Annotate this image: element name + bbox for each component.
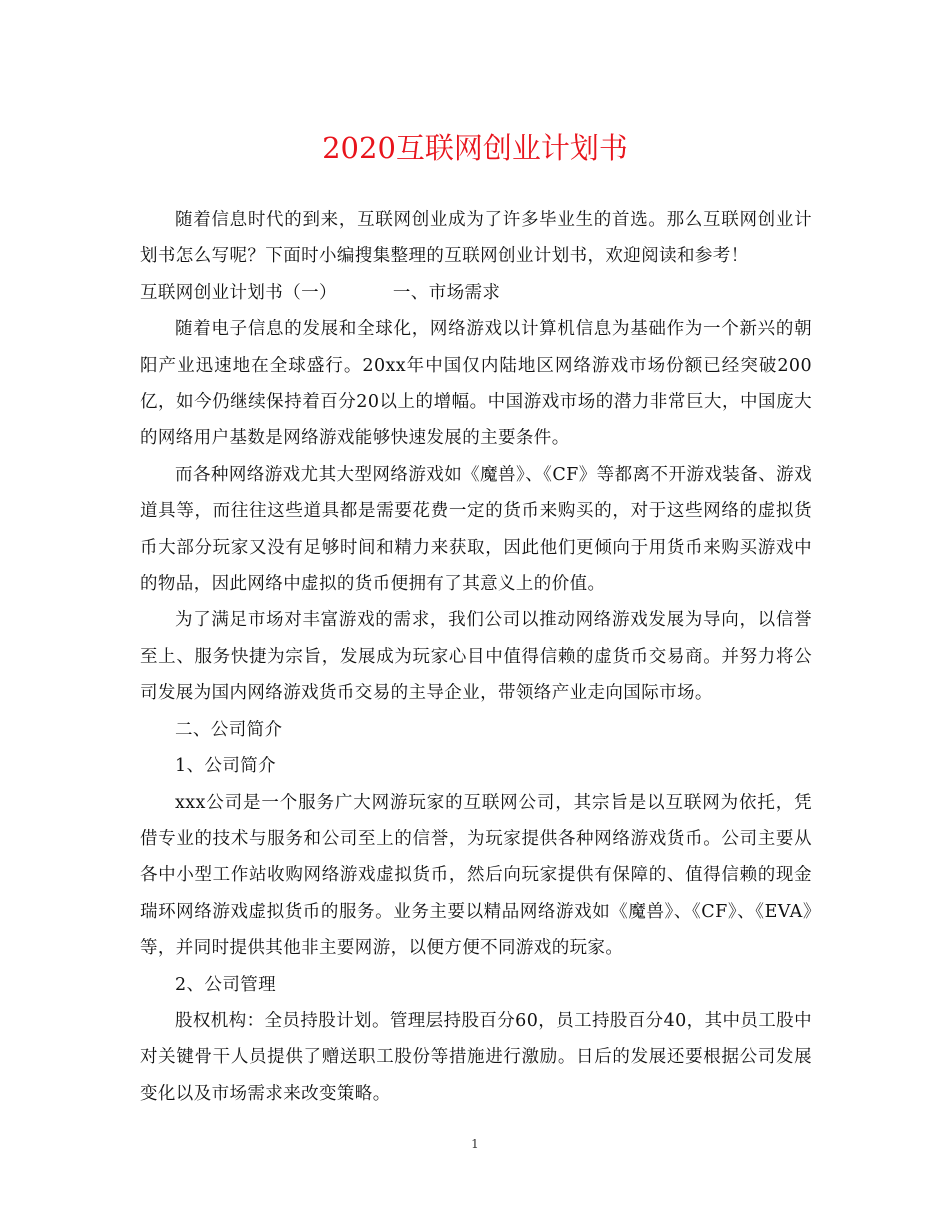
- plan-heading: 互联网创业计划书（一）: [140, 282, 337, 303]
- market-paragraph-2: 而各种网络游戏尤其大型网络游戏如《魔兽》、《CF》等都离不开游戏装备、游戏道具等，而往往这些道具都是需要花费一定的货币来购买的，对于这些网络的虚拟货币大部分玩家又没有足够时间和精力来获取，因此他们更倾向于用货币来购买游戏中的物品，因此网络中虚拟的货币便拥有了其意义上的价值。: [140, 464, 812, 595]
- company-intro-paragraph: xxx公司是一个服务广大网游玩家的互联网公司，其宗旨是以互联网为依托，凭借专业的技术与服务和公司至上的信誉，为玩家提供各种网络游戏货币。公司主要从各中小型工作站收购网络游戏虚拟货币，然后向玩家提供有保障的、值得信赖的现金瑞环网络游戏虚拟货币的服务。业务主要以精品网络游戏如《魔兽》、《CF》、《EVA》等，并同时提供其他非主要网游，以便方便不同游戏的玩家。: [140, 792, 812, 959]
- company-intro-subheading: 1、公司简介: [175, 756, 277, 777]
- section-heading-line: [140, 275, 812, 311]
- market-paragraph-1: 随着电子信息的发展和全球化，网络游戏以计算机信息为基础作为一个新兴的朝阳产业迅速地在全球盛行。20xx年中国仅内陆地区网络游戏市场份额已经突破200亿，如今仍继续保持着百分20以上的增幅。中国游戏市场的潜力非常巨大，中国庞大的网络用户基数是网络游戏能够快速发展的主要条件。: [140, 319, 812, 449]
- document-title: 2020互联网创业计划书: [322, 131, 628, 165]
- intro-paragraph: 随着信息时代的到来，互联网创业成为了许多毕业生的首选。那么互联网创业计划书怎么写呢？下面时小编搜集整理的互联网创业计划书，欢迎阅读和参考！: [140, 210, 812, 267]
- company-management-heading: 2、公司管理: [175, 974, 277, 995]
- page-number: 1: [471, 1137, 479, 1151]
- market-paragraph-3: 为了满足市场对丰富游戏的需求，我们公司以推动网络游戏发展为导向，以信誉至上、服务快捷为宗旨，发展成为玩家心目中值得信赖的虚货币交易商。并努力将公司发展为国内网络游戏货币交易的主导企业，带领络产业走向国际市场。: [140, 610, 812, 704]
- market-demand-heading: 一、市场需求: [392, 282, 501, 303]
- company-management-paragraph: 股权机构：全员持股计划。管理层持股百分60，员工持股百分40，其中员工股中对关键骨干人员提供了赠送职工股份等措施进行激励。日后的发展还要根据公司发展变化以及市场需求来改变策略。: [140, 1010, 812, 1104]
- company-intro-heading: 二、公司简介: [175, 719, 283, 740]
- document-body: [140, 202, 812, 1112]
